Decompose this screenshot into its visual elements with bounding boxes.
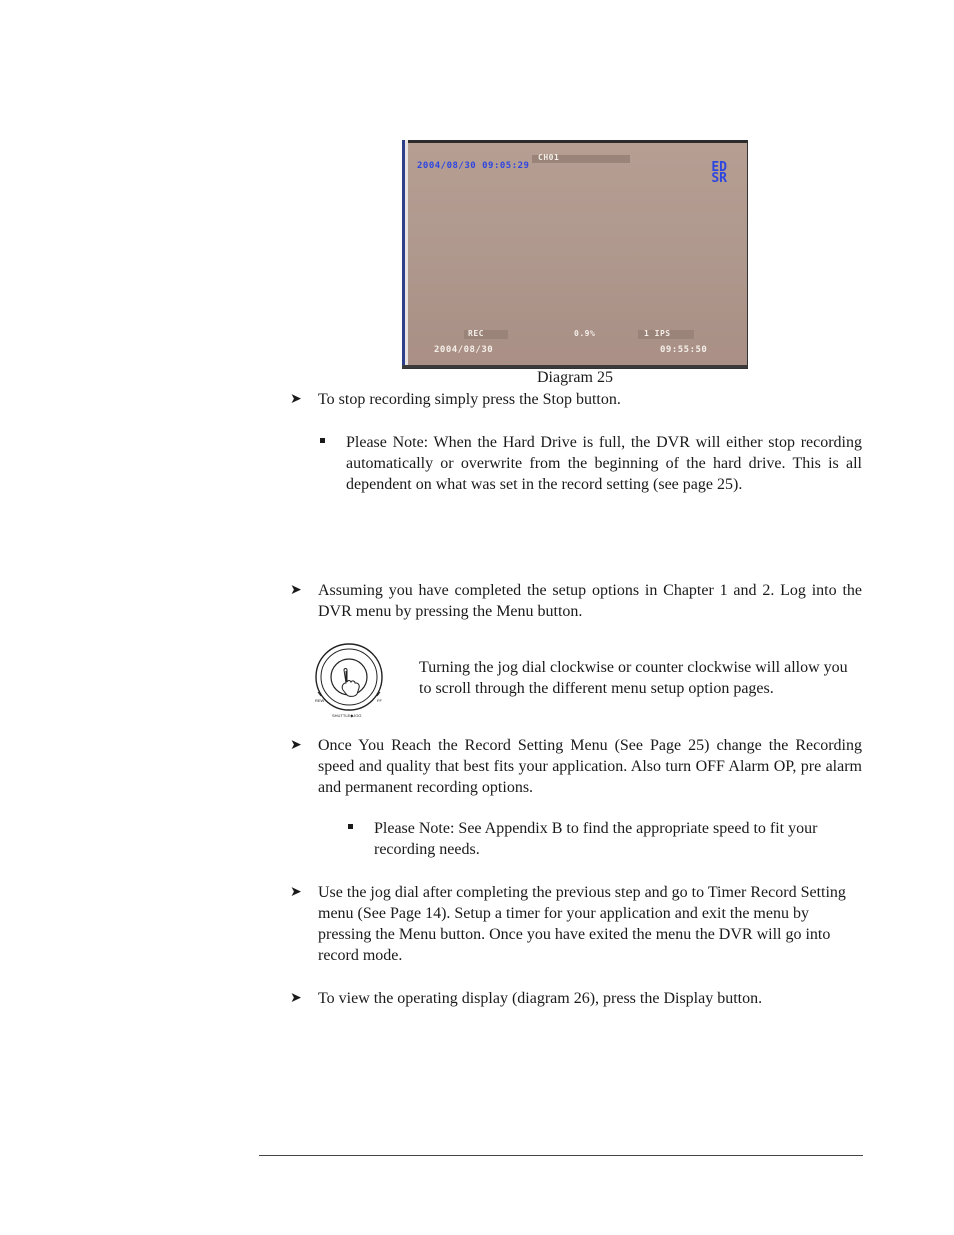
footer-rule: [259, 1155, 863, 1156]
osd-logo: [711, 162, 727, 184]
arrowhead-bullet-icon: ➤: [290, 583, 302, 598]
dvr-screen-capture: [402, 140, 748, 369]
osd-logo-line2: SR: [711, 171, 727, 186]
arrowhead-bullet-icon: ➤: [290, 392, 302, 407]
jog-label-rew: REW: [315, 698, 325, 703]
osd-channel: CH01: [538, 153, 560, 162]
stop-instruction: To stop recording simply press the Stop button.: [318, 391, 621, 408]
screen-border-left-inner: [405, 140, 408, 368]
screen-border-top: [402, 140, 747, 143]
square-bullet-icon: [348, 824, 353, 829]
osd-time: 09:55:50: [660, 345, 708, 355]
jog-label-ff: FF: [377, 698, 382, 703]
note-appendix-b: Please Note: See Appendix B to find the appropriate speed to fit your recording needs.: [374, 820, 818, 858]
osd-logo-line1: ED: [711, 160, 727, 175]
osd-date: 2004/08/30: [434, 345, 494, 355]
osd-ips: 1 IPS: [644, 329, 671, 338]
arrowhead-bullet-icon: ➤: [290, 885, 302, 900]
osd-rec: REC: [468, 329, 484, 338]
record-setting-instruction: Once You Reach the Record Setting Menu (See Page 25) change the Recording speed and quality that best fits your application. Also turn OFF Alarm OP, pre alarm and permanent recording options.: [318, 737, 862, 796]
note-hard-drive-full: Please Note: When the Hard Drive is full, the DVR will either stop recording automatically or overwrite from the beginning of the hard drive. This is all dependent on what was set in the record setting (see page 25).: [346, 434, 862, 493]
jog-dial-icon: [312, 640, 386, 720]
login-instruction: Assuming you have completed the setup options in Chapter 1 and 2. Log into the DVR menu by pressing the Menu button.: [318, 582, 862, 620]
arrowhead-bullet-icon: ➤: [290, 738, 302, 753]
square-bullet-icon: [320, 438, 325, 443]
osd-percent: 0.9%: [574, 329, 596, 338]
arrowhead-bullet-icon: ➤: [290, 991, 302, 1006]
osd-timestamp: 2004/08/30 09:05:29: [417, 161, 530, 171]
display-instruction: To view the operating display (diagram 26), press the Display button.: [318, 990, 763, 1007]
diagram-caption: Diagram 25: [537, 369, 613, 386]
jog-label-shuttle: SHUTTLE◆JOG: [332, 713, 362, 718]
timer-instruction: Use the jog dial after completing the previous step and go to Timer Record Setting menu (See Page 14). Setup a timer for your application and exit the menu by pressing the Menu button. Once you have exited the menu the DVR will go into record mode.: [318, 884, 846, 964]
jog-dial-description: Turning the jog dial clockwise or counter clockwise will allow you to scroll through the different menu setup option pages.: [419, 659, 848, 697]
